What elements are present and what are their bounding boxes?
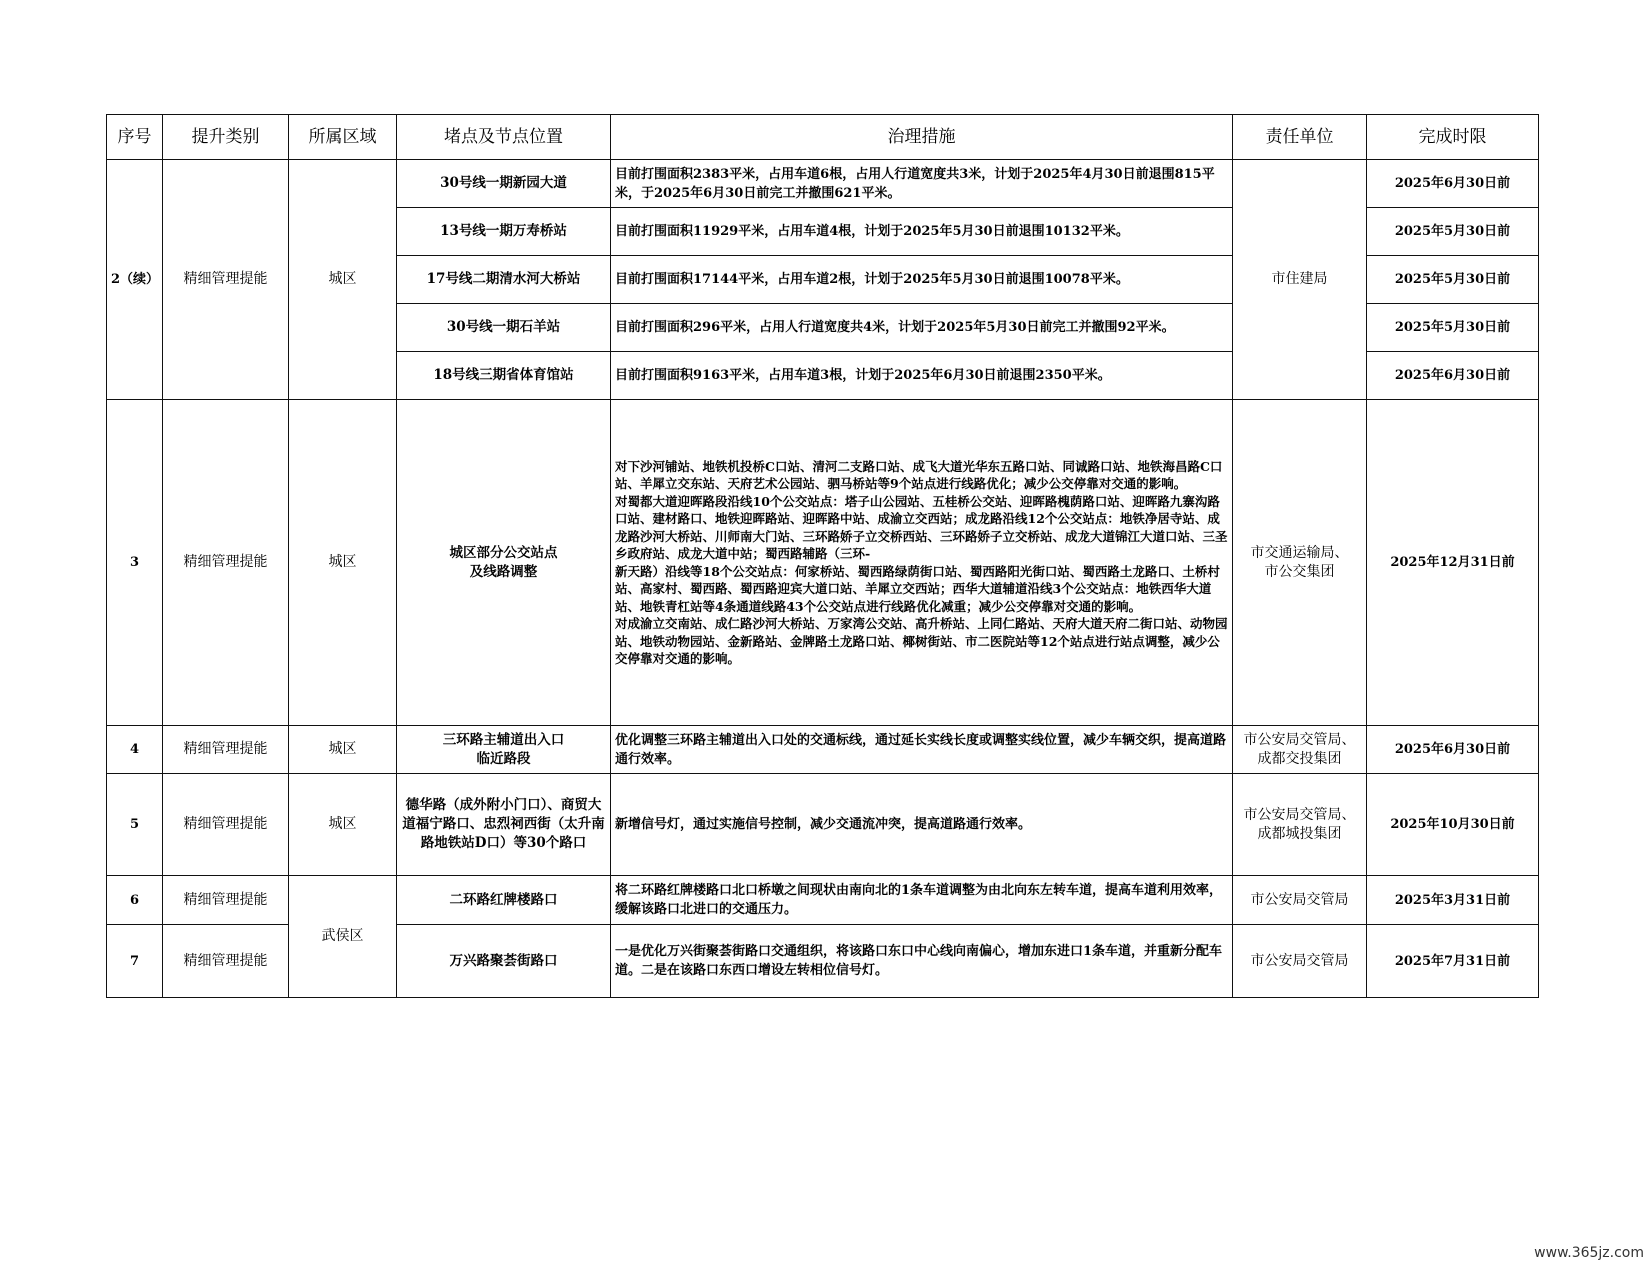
header-area: 所属区域 bbox=[289, 115, 397, 160]
row-category: 精细管理提能 bbox=[163, 726, 289, 774]
row-unit: 市公安局交管局、 成都交投集团 bbox=[1233, 726, 1367, 774]
row-location: 13号线一期万寿桥站 bbox=[397, 208, 611, 256]
row-no: 2（续） bbox=[107, 160, 163, 400]
row-location: 城区部分公交站点 及线路调整 bbox=[397, 400, 611, 726]
row-unit: 市公安局交管局、 成都城投集团 bbox=[1233, 774, 1367, 876]
row-category: 精细管理提能 bbox=[163, 400, 289, 726]
row-category: 精细管理提能 bbox=[163, 774, 289, 876]
row-area: 城区 bbox=[289, 400, 397, 726]
row-measure: 目前打围面积296平米，占用人行道宽度共4米，计划于2025年5月30日前完工并撤围92平米。 bbox=[611, 304, 1233, 352]
watermark-text: www.365jz.com bbox=[1534, 1245, 1644, 1261]
row-area: 城区 bbox=[289, 726, 397, 774]
row-location: 三环路主辅道出入口 临近路段 bbox=[397, 726, 611, 774]
row-category: 精细管理提能 bbox=[163, 160, 289, 400]
row-deadline: 2025年5月30日前 bbox=[1367, 304, 1539, 352]
row-location: 30号线一期新园大道 bbox=[397, 160, 611, 208]
row-deadline: 2025年6月30日前 bbox=[1367, 352, 1539, 400]
row-measure: 目前打围面积11929平米，占用车道4根，计划于2025年5月30日前退围10132平米。 bbox=[611, 208, 1233, 256]
header-deadline: 完成时限 bbox=[1367, 115, 1539, 160]
row-measure: 对下沙河铺站、地铁机投桥C口站、清河二支路口站、成飞大道光华东五路口站、同诚路口站、地铁海昌路C口站、羊犀立交东站、天府艺术公园站、驷马桥站等9个站点进行线路优化；减少公交停靠对交通的影响。 对蜀都大道迎晖路段沿线10个公交站点：塔子山公园站、五桂桥公交站、迎晖路槐荫路口站、迎晖路九寨沟路口站、建材路口、地铁迎晖路站、迎晖路中站、成渝立交西站；成龙路沿线12个公交站点：地铁净居寺站、成龙路沙河大桥站、川师南大门站、三环路娇子立交桥西站、三环路娇子立交桥站、成龙大道锦江大道口站、三圣乡政府站、成龙大道中站；蜀西路辅路（三环- 新天路）沿线等18个公交站点：何家桥站、蜀西路绿荫街口站、蜀西路阳光街口站、蜀西路土龙路口、土桥村站、高家村、蜀西路、蜀西路迎宾大道口站、羊犀立交西站；西华大道辅道沿线3个公交站点：地铁西华大道站、地铁青杠站等4条通道线路43个公交站点进行线路优化减重；减少公交停靠对交通的影响。 对成渝立交南站、成仁路沙河大桥站、万家湾公交站、高升桥站、上同仁路站、天府大道天府二街口站、动物园站、地铁动物园站、金新路站、金牌路土龙路口站、椰树街站、市二医院站等12个站点进行站点调整，减少公交停靠对交通的影响。 bbox=[611, 400, 1233, 726]
row-location: 17号线二期清水河大桥站 bbox=[397, 256, 611, 304]
row-no: 4 bbox=[107, 726, 163, 774]
header-measure: 治理措施 bbox=[611, 115, 1233, 160]
row-location: 18号线三期省体育馆站 bbox=[397, 352, 611, 400]
header-no: 序号 bbox=[107, 115, 163, 160]
row-area: 武侯区 bbox=[289, 876, 397, 998]
row-measure: 目前打围面积2383平米，占用车道6根，占用人行道宽度共3米，计划于2025年4月30日前退围815平米，于2025年6月30日前完工并撤围621平米。 bbox=[611, 160, 1233, 208]
row-category: 精细管理提能 bbox=[163, 925, 289, 998]
row-unit: 市住建局 bbox=[1233, 160, 1367, 400]
row-location: 30号线一期石羊站 bbox=[397, 304, 611, 352]
row-location: 万兴路聚荟街路口 bbox=[397, 925, 611, 998]
header-location: 堵点及节点位置 bbox=[397, 115, 611, 160]
row-no: 3 bbox=[107, 400, 163, 726]
row-measure: 目前打围面积9163平米，占用车道3根，计划于2025年6月30日前退围2350平米。 bbox=[611, 352, 1233, 400]
row-deadline: 2025年5月30日前 bbox=[1367, 208, 1539, 256]
row-category: 精细管理提能 bbox=[163, 876, 289, 925]
row-location: 二环路红牌楼路口 bbox=[397, 876, 611, 925]
row-deadline: 2025年12月31日前 bbox=[1367, 400, 1539, 726]
row-measure: 新增信号灯，通过实施信号控制，减少交通流冲突，提高道路通行效率。 bbox=[611, 774, 1233, 876]
table-row bbox=[107, 774, 1539, 876]
row-measure: 优化调整三环路主辅道出入口处的交通标线，通过延长实线长度或调整实线位置，减少车辆交织，提高道路通行效率。 bbox=[611, 726, 1233, 774]
table-row bbox=[107, 160, 1539, 208]
governance-table bbox=[106, 114, 1539, 998]
row-deadline: 2025年5月30日前 bbox=[1367, 256, 1539, 304]
table-row bbox=[107, 726, 1539, 774]
row-no: 6 bbox=[107, 876, 163, 925]
row-location: 德华路（成外附小门口）、商贸大道福宁路口、忠烈祠西街（太升南路地铁站D口）等30个路口 bbox=[397, 774, 611, 876]
header-row bbox=[107, 115, 1539, 160]
row-unit: 市公安局交管局 bbox=[1233, 876, 1367, 925]
row-deadline: 2025年6月30日前 bbox=[1367, 726, 1539, 774]
row-area: 城区 bbox=[289, 160, 397, 400]
row-deadline: 2025年7月31日前 bbox=[1367, 925, 1539, 998]
row-deadline: 2025年10月30日前 bbox=[1367, 774, 1539, 876]
table-row bbox=[107, 400, 1539, 726]
row-no: 7 bbox=[107, 925, 163, 998]
row-area: 城区 bbox=[289, 774, 397, 876]
row-unit: 市公安局交管局 bbox=[1233, 925, 1367, 998]
row-deadline: 2025年6月30日前 bbox=[1367, 160, 1539, 208]
row-measure: 目前打围面积17144平米，占用车道2根，计划于2025年5月30日前退围10078平米。 bbox=[611, 256, 1233, 304]
row-measure: 一是优化万兴街聚荟街路口交通组织，将该路口东口中心线向南偏心，增加东进口1条车道，并重新分配车道。二是在该路口东西口增设左转相位信号灯。 bbox=[611, 925, 1233, 998]
row-unit: 市交通运输局、 市公交集团 bbox=[1233, 400, 1367, 726]
table-row bbox=[107, 876, 1539, 925]
header-category: 提升类别 bbox=[163, 115, 289, 160]
row-measure: 将二环路红牌楼路口北口桥墩之间现状由南向北的1条车道调整为由北向东左转车道，提高车道利用效率，缓解该路口北进口的交通压力。 bbox=[611, 876, 1233, 925]
row-no: 5 bbox=[107, 774, 163, 876]
header-unit: 责任单位 bbox=[1233, 115, 1367, 160]
row-deadline: 2025年3月31日前 bbox=[1367, 876, 1539, 925]
